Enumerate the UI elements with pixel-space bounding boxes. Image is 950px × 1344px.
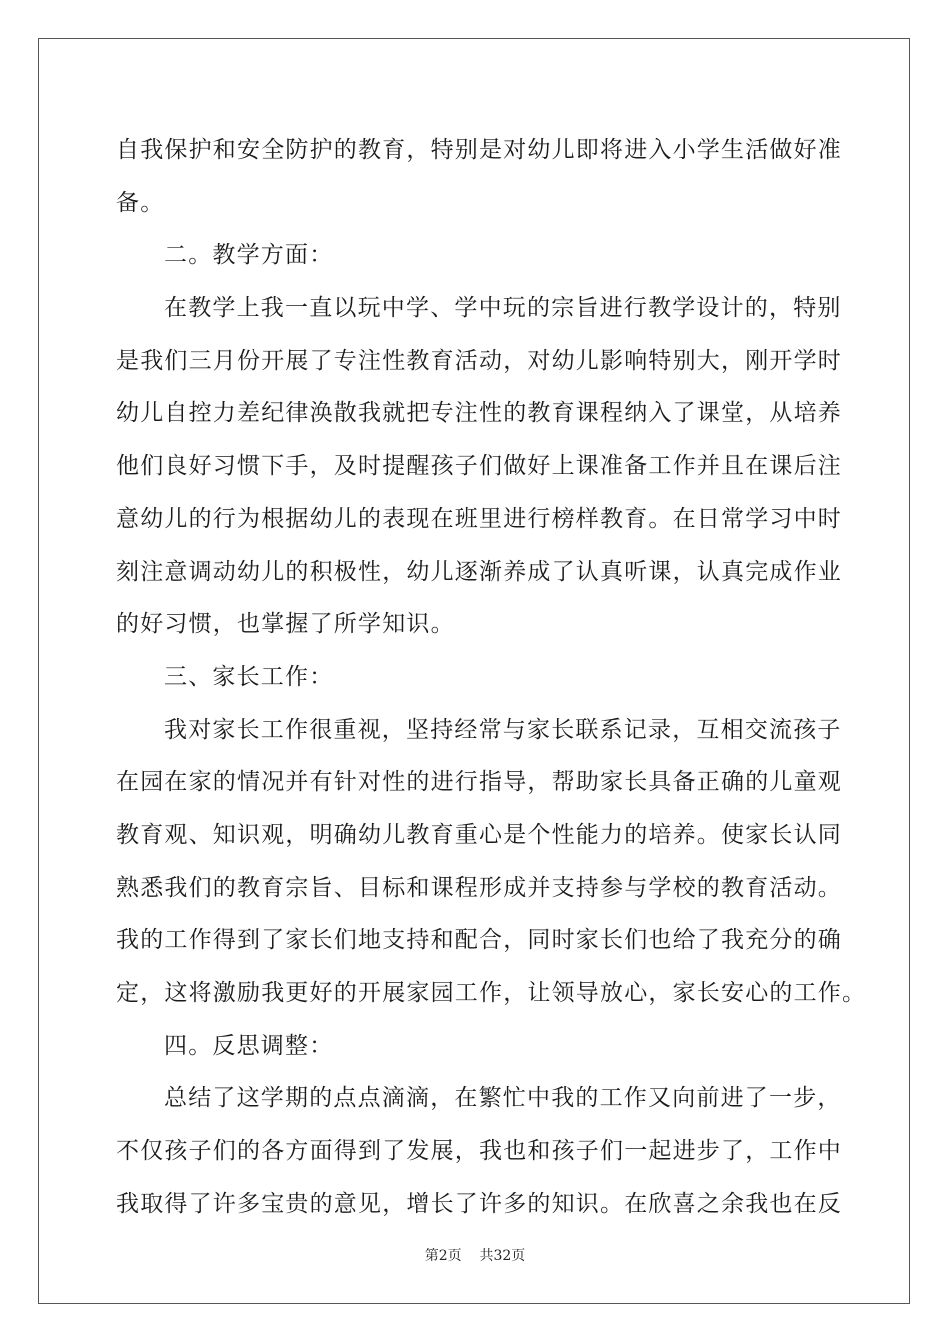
text-line: 的好习惯，也掌握了所学知识。 xyxy=(116,611,455,638)
text-line: 熟悉我们的教育宗旨、目标和课程形成并支持参与学校的教育活动。 xyxy=(116,874,842,901)
text-line: 意幼儿的行为根据幼儿的表现在班里进行榜样教育。在日常学习中时 xyxy=(116,505,842,532)
text-line: 是我们三月份开展了专注性教育活动，对幼儿影响特别大，刚开学时 xyxy=(116,347,842,374)
text-line: 他们良好习惯下手，及时提醒孩子们做好上课准备工作并且在课后注 xyxy=(116,453,842,480)
text-line: 总结了这学期的点点滴滴，在繁忙中我的工作又向前进了一步， xyxy=(164,1085,842,1112)
text-line: 我对家长工作很重视，坚持经常与家长联系记录，互相交流孩子 xyxy=(164,716,842,743)
text-line: 不仅孩子们的各方面得到了发展，我也和孩子们一起进步了，工作中 xyxy=(116,1138,842,1165)
text-line: 自我保护和安全防护的教育，特别是对幼儿即将进入小学生活做好准 xyxy=(116,137,842,163)
text-line: 我的工作得到了家长们地支持和配合，同时家长们也给了我充分的确 xyxy=(116,927,842,954)
text-line: 刻注意调动幼儿的积极性，幼儿逐渐养成了认真听课，认真完成作业 xyxy=(116,558,842,585)
text-line: 四。反思调整： xyxy=(164,1032,334,1059)
text-line: 在教学上我一直以玩中学、学中玩的宗旨进行教学设计的，特别 xyxy=(164,295,842,322)
text-line: 备。 xyxy=(116,189,165,216)
text-line: 三、家长工作： xyxy=(164,663,334,690)
text-line: 在园在家的情况并有针对性的进行指导，帮助家长具备正确的儿童观 xyxy=(116,769,842,796)
text-line: 我取得了许多宝贵的意见，增长了许多的知识。在欣喜之余我也在反 xyxy=(116,1190,842,1217)
page-footer: 第2页 共32页 xyxy=(424,1248,526,1264)
document-body xyxy=(116,124,867,1230)
text-line: 定，这将激励我更好的开展家园工作，让领导放心，家长安心的工作。 xyxy=(116,980,867,1006)
text-line: 幼儿自控力差纪律涣散我就把专注性的教育课程纳入了课堂，从培养 xyxy=(116,400,842,427)
text-line: 二。教学方面： xyxy=(164,242,334,269)
text-line: 教育观、知识观，明确幼儿教育重心是个性能力的培养。使家长认同 xyxy=(116,821,842,848)
